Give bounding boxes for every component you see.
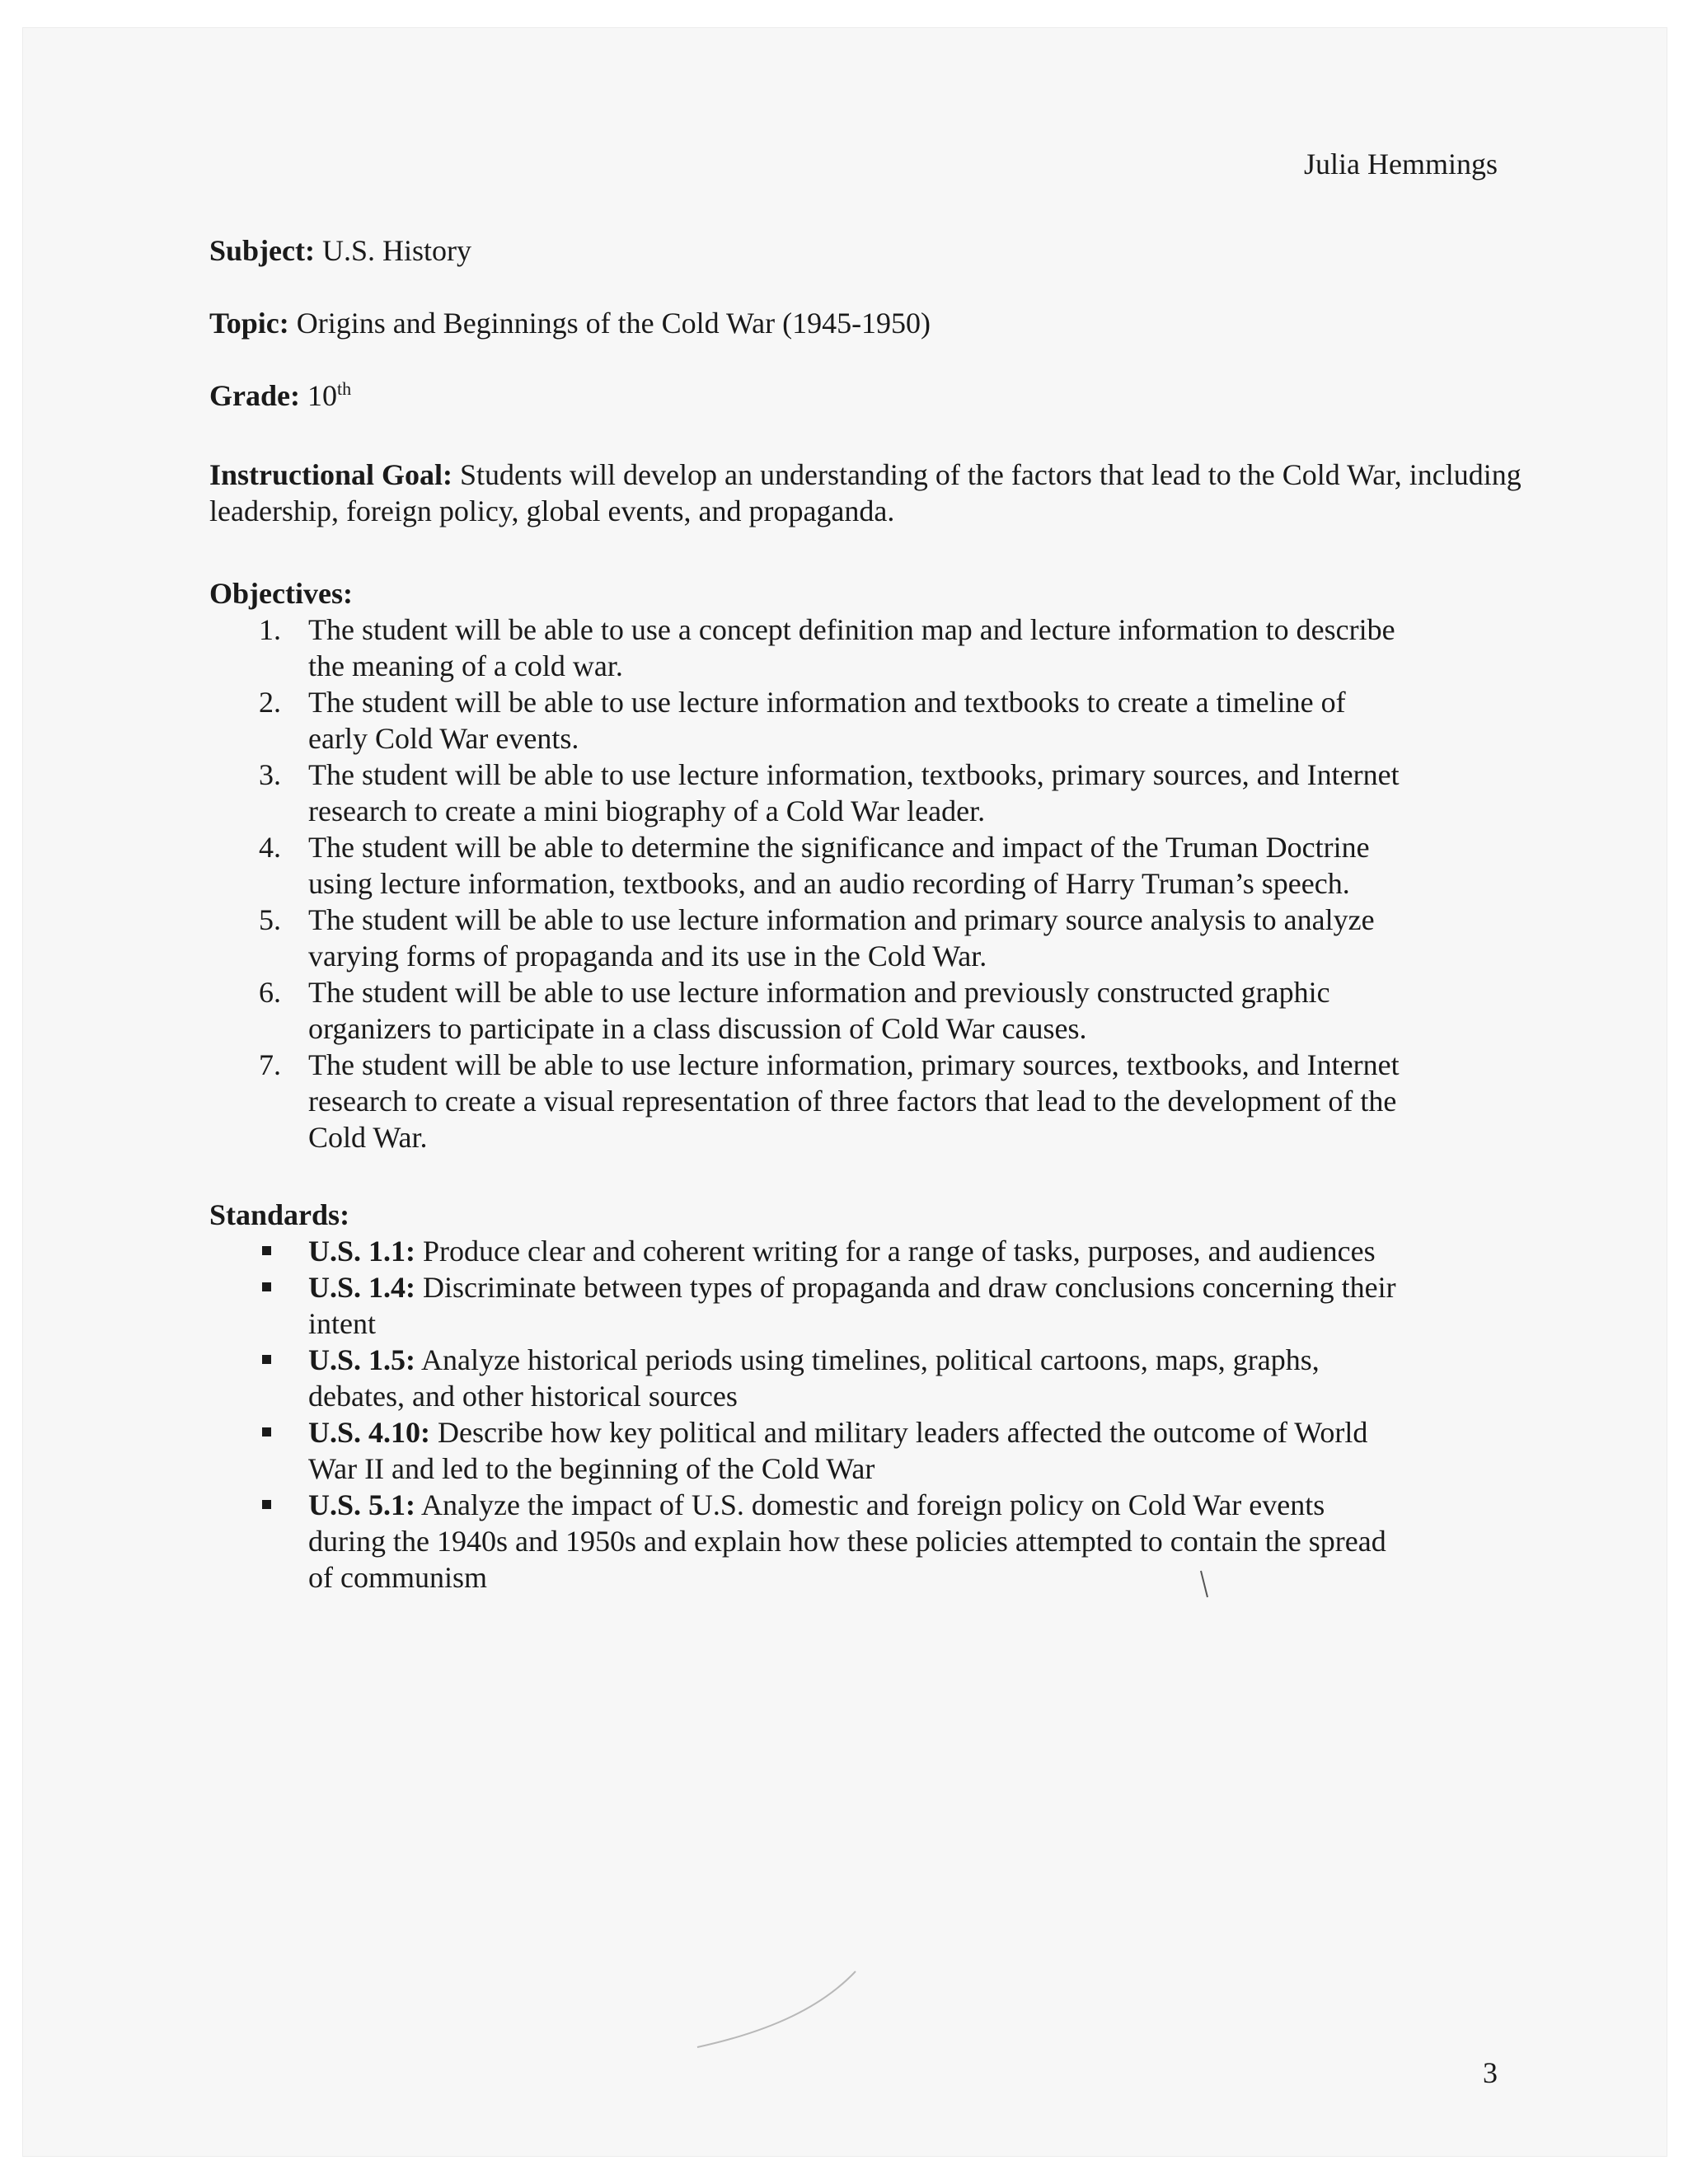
- standard-text-line: [308, 1414, 1536, 1451]
- standards-heading: Standards:: [209, 1198, 350, 1231]
- objective-number: 2.: [259, 686, 281, 719]
- standard-code: U.S. 4.10:: [308, 1416, 431, 1449]
- objective-item: [209, 684, 1536, 757]
- standard-code: U.S. 5.1:: [308, 1488, 416, 1521]
- pen-stroke-mark: [682, 1965, 864, 2055]
- objective-text-line: varying forms of propaganda and its use in the Cold War.: [308, 940, 987, 972]
- square-bullet-icon: [262, 1355, 271, 1364]
- objective-item: [209, 974, 1536, 1047]
- grade-value: 10: [307, 379, 337, 412]
- objective-item: [209, 829, 1536, 902]
- topic-line: [209, 305, 931, 341]
- square-bullet-icon: [262, 1427, 271, 1436]
- standard-item: [209, 1233, 1536, 1269]
- standard-text-line: debates, and other historical sources: [308, 1380, 738, 1413]
- objective-number: 3.: [259, 758, 281, 791]
- objective-number: 4.: [259, 831, 281, 864]
- objective-text-line: research to create a visual representation of three factors that lead to the development of the: [308, 1085, 1397, 1118]
- standard-code: U.S. 1.1:: [308, 1235, 416, 1268]
- topic-value: Origins and Beginnings of the Cold War (1945-1950): [296, 307, 931, 340]
- objective-number: 5.: [259, 903, 281, 936]
- standard-item: [209, 1487, 1536, 1596]
- topic-label: Topic:: [209, 307, 289, 340]
- document-page: [23, 28, 1667, 2156]
- author-name: Julia Hemmings: [1304, 148, 1498, 180]
- grade-label: Grade:: [209, 379, 300, 412]
- standard-text-line: [308, 1342, 1536, 1378]
- standard-text-line: [308, 1269, 1536, 1305]
- instructional-goal: [209, 457, 1536, 529]
- standard-text-line: [308, 1233, 1536, 1269]
- objective-text-line: early Cold War events.: [308, 722, 579, 755]
- standard-description: Analyze historical periods using timelines, political cartoons, maps, graphs,: [421, 1343, 1320, 1376]
- standard-text-line: of communism: [308, 1561, 487, 1594]
- objective-item: [209, 902, 1536, 974]
- standards-list: [209, 1233, 1536, 1596]
- objective-text-line: the meaning of a cold war.: [308, 649, 623, 682]
- objective-text-line: using lecture information, textbooks, and an audio recording of Harry Truman’s speech.: [308, 867, 1350, 900]
- standard-description: Analyze the impact of U.S. domestic and foreign policy on Cold War events: [421, 1488, 1325, 1521]
- square-bullet-icon: [262, 1500, 271, 1509]
- subject-line: [209, 232, 471, 269]
- objective-number: 6.: [259, 976, 281, 1009]
- grade-line: [209, 377, 351, 414]
- page-number: 3: [1483, 2056, 1498, 2089]
- objectives-list: [209, 612, 1536, 1155]
- objective-text-line: The student will be able to use lecture information and previously constructed graphic: [308, 976, 1330, 1009]
- objective-item: [209, 757, 1536, 829]
- objective-text-line: The student will be able to use lecture information and primary source analysis to analyze: [308, 903, 1375, 936]
- objective-item: [209, 1047, 1536, 1155]
- objective-text-line: The student will be able to use lecture information, textbooks, primary sources, and Internet: [308, 758, 1400, 791]
- standard-description: Discriminate between types of propaganda and draw conclusions concerning their: [423, 1271, 1396, 1304]
- objectives-heading: Objectives:: [209, 577, 353, 610]
- objective-text-line: Cold War.: [308, 1121, 428, 1154]
- subject-label: Subject:: [209, 234, 315, 267]
- subject-value: U.S. History: [322, 234, 472, 267]
- square-bullet-icon: [262, 1282, 271, 1291]
- objective-text-line: The student will be able to use lecture information and textbooks to create a timeline of: [308, 686, 1346, 719]
- objective-text-line: The student will be able to use lecture information, primary sources, textbooks, and Internet: [308, 1048, 1400, 1081]
- standard-item: [209, 1269, 1536, 1342]
- objective-text-line: The student will be able to determine the significance and impact of the Truman Doctrine: [308, 831, 1370, 864]
- objective-item: [209, 612, 1536, 684]
- standard-text-line: intent: [308, 1307, 376, 1340]
- objective-number: 1.: [259, 613, 281, 646]
- objective-text-line: The student will be able to use a concept definition map and lecture information to describe: [308, 613, 1395, 646]
- objective-text-line: research to create a mini biography of a Cold War leader.: [308, 794, 986, 827]
- square-bullet-icon: [262, 1246, 271, 1255]
- objective-number: 7.: [259, 1048, 281, 1081]
- standard-item: [209, 1414, 1536, 1487]
- standard-code: U.S. 1.5:: [308, 1343, 416, 1376]
- standard-text-line: during the 1940s and 1950s and explain how these policies attempted to contain the spread: [308, 1525, 1386, 1558]
- standard-code: U.S. 1.4:: [308, 1271, 416, 1304]
- standard-text-line: War II and led to the beginning of the Cold War: [308, 1452, 875, 1485]
- standard-item: [209, 1342, 1536, 1414]
- standard-text-line: [308, 1487, 1536, 1523]
- objective-text-line: organizers to participate in a class discussion of Cold War causes.: [308, 1012, 1087, 1045]
- goal-value: Students will develop an understanding of the factors that lead to the Cold War, including leadership, foreign policy, global events, and propaganda.: [209, 458, 1522, 527]
- standard-description: Describe how key political and military leaders affected the outcome of World: [438, 1416, 1368, 1449]
- goal-label: Instructional Goal:: [209, 458, 453, 491]
- standard-description: Produce clear and coherent writing for a range of tasks, purposes, and audiences: [423, 1235, 1376, 1268]
- pen-tick-mark: [1198, 1569, 1214, 1602]
- grade-suffix: th: [336, 378, 352, 399]
